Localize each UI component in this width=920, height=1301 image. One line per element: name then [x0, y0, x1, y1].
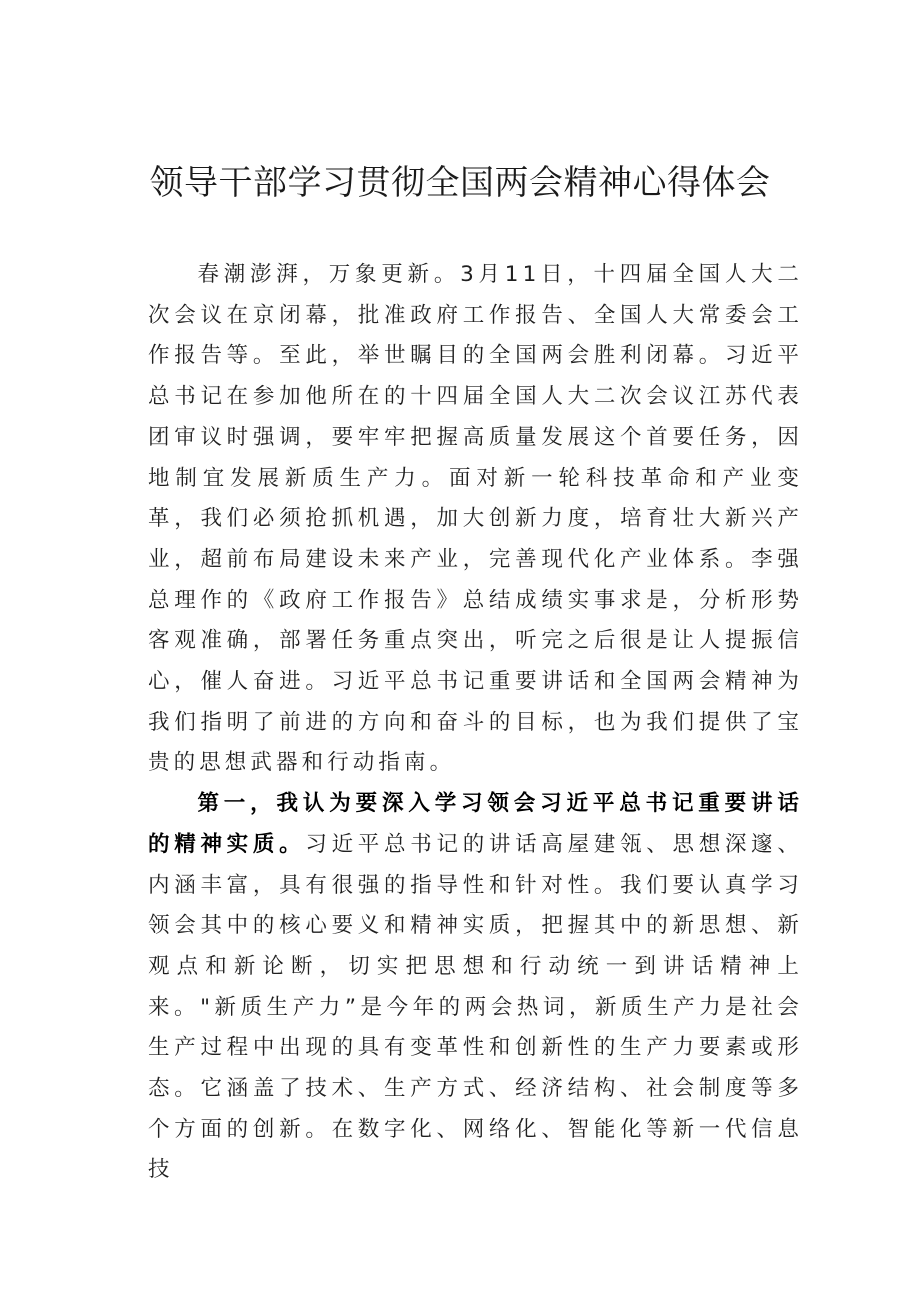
document-title: 领导干部学习贯彻全国两会精神心得体会: [149, 163, 771, 203]
paragraph-first-point: [148, 784, 803, 1191]
paragraph-heading: 第一，我认为要深入学习领会习近平总书记重要讲话的精神实质。: [148, 791, 803, 857]
document-body: [148, 255, 803, 1191]
paragraph-intro: 春潮澎湃，万象更新。3月11日，十四届全国人大二次会议在京闭幕，批准政府工作报告、全国人大常委会工作报告等。至此，举世瞩目的全国两会胜利闭幕。习近平总书记在参加他所在的十四届全国人大二次会议江苏代表团审议时强调，要牢牢把握高质量发展这个首要任务，因地制宜发展新质生产力。面对新一轮科技革命和产业变革，我们必须抢抓机遇，加大创新力度，培育壮大新兴产业，超前布局建设未来产业，完善现代化产业体系。李强总理作的《政府工作报告》总结成绩实事求是，分析形势客观准确，部署任务重点突出，听完之后很是让人提振信心，催人奋进。习近平总书记重要讲话和全国两会精神为我们指明了前进的方向和奋斗的目标，也为我们提供了宝贵的思想武器和行动指南。: [148, 262, 803, 776]
paragraph-text: 习近平总书记的讲话高屋建瓴、思想深邃、内涵丰富，具有很强的指导性和针对性。我们要认真学习领会其中的核心要义和精神实质，把握其中的新思想、新观点和新论断，切实把思想和行动统一到讲话精神上来。"新质生产力”是今年的两会热词，新质生产力是社会生产过程中出现的具有变革性和创新性的生产力要素或形态。它涵盖了技术、生产方式、经济结构、社会制度等多个方面的创新。在数字化、网络化、智能化等新一代信息技: [148, 831, 803, 1183]
